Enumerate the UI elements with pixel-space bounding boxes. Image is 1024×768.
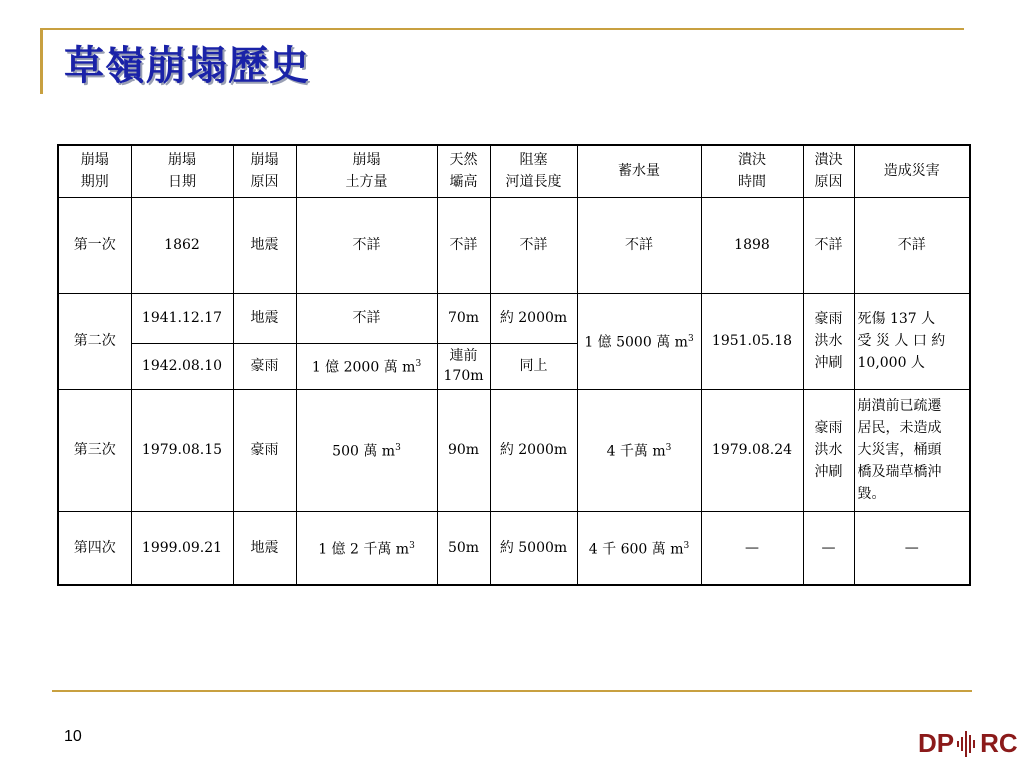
cell-dam-height: 50m (437, 511, 490, 585)
cell-cause: 地震 (233, 293, 296, 343)
bottom-accent-line (52, 690, 972, 692)
table-row-1 (58, 197, 970, 293)
header-row (58, 145, 970, 197)
cell-volume: 不詳 (296, 197, 437, 293)
cell-damage: — (854, 511, 970, 585)
header-date: 崩塌 日期 (131, 145, 233, 197)
slide-title: 草嶺崩塌歷史 (64, 43, 310, 89)
cell-date: 1941.12.17 (131, 293, 233, 343)
cell-date: 1862 (131, 197, 233, 293)
header-cause: 崩塌 原因 (233, 145, 296, 197)
cell-damage: 死傷 137 人 受 災 人 口 約 10,000 人 (854, 293, 970, 389)
cell-cause: 地震 (233, 511, 296, 585)
superscript: 3 (409, 540, 415, 551)
cell-break-cause: 豪雨 洪水 沖刷 (803, 293, 854, 389)
storage-value: 1 億 5000 萬 m (584, 334, 688, 351)
header-period: 崩塌 期別 (58, 145, 131, 197)
header-storage: 蓄水量 (577, 145, 701, 197)
header-break-cause: 潰決 原因 (803, 145, 854, 197)
storage-value: 4 千萬 m (606, 443, 666, 460)
storage-value: 4 千 600 萬 m (588, 541, 684, 558)
header-break-time: 潰決 時間 (701, 145, 803, 197)
logo-text-left: DP (918, 728, 955, 758)
cell-storage (577, 293, 701, 389)
cell-period: 第二次 (58, 293, 131, 389)
superscript: 3 (395, 443, 401, 454)
cell-date: 1979.08.15 (131, 389, 233, 511)
cell-storage (577, 511, 701, 585)
cell-block-length: 約 2000m (490, 389, 577, 511)
superscript: 3 (415, 359, 422, 370)
cell-break-time: 1951.05.18 (701, 293, 803, 389)
volume-value: 1 億 2 千萬 m (318, 541, 410, 558)
cell-storage: 不詳 (577, 197, 701, 293)
table-row-3 (58, 389, 970, 511)
cell-date: 1942.08.10 (131, 343, 233, 389)
cell-dam-height: 不詳 (437, 197, 490, 293)
cell-damage: 不詳 (854, 197, 970, 293)
cell-cause: 豪雨 (233, 389, 296, 511)
cell-block-length: 約 2000m (490, 293, 577, 343)
cell-volume (296, 389, 437, 511)
header-dam-height: 天然 壩高 (437, 145, 490, 197)
left-accent-line (40, 28, 43, 94)
cell-cause: 豪雨 (233, 343, 296, 389)
cell-period: 第一次 (58, 197, 131, 293)
cell-cause: 地震 (233, 197, 296, 293)
cell-break-time: — (701, 511, 803, 585)
cell-dam-height: 70m (437, 293, 490, 343)
cell-block-length: 約 5000m (490, 511, 577, 585)
superscript: 3 (687, 334, 694, 345)
cell-period: 第三次 (58, 389, 131, 511)
header-block-length: 阻塞 河道長度 (490, 145, 577, 197)
cell-block-length: 不詳 (490, 197, 577, 293)
volume-value: 500 萬 m (332, 443, 396, 460)
cell-break-time: 1898 (701, 197, 803, 293)
landslide-history-table (57, 144, 971, 586)
cell-block-length: 同上 (490, 343, 577, 389)
page-number: 10 (64, 728, 82, 745)
header-damage: 造成災害 (854, 145, 970, 197)
dprc-logo (918, 728, 1018, 759)
table-row-2a (58, 293, 970, 343)
cell-date: 1999.09.21 (131, 511, 233, 585)
top-accent-line (40, 28, 964, 30)
cell-break-cause: 不詳 (803, 197, 854, 293)
cell-break-time: 1979.08.24 (701, 389, 803, 511)
header-volume: 崩塌 土方量 (296, 145, 437, 197)
cell-break-cause: — (803, 511, 854, 585)
cell-dam-height: 連前 170m (437, 343, 490, 389)
cell-damage: 崩潰前已疏遷 居民，未造成 大災害，桶頭 橋及瑞草橋沖 毀。 (854, 389, 970, 511)
superscript: 3 (683, 540, 690, 551)
cell-dam-height: 90m (437, 389, 490, 511)
cell-volume: 不詳 (296, 293, 437, 343)
logo-text-right: RC (980, 728, 1018, 758)
table-row-4 (58, 511, 970, 585)
cell-break-cause: 豪雨 洪水 沖刷 (803, 389, 854, 511)
cell-storage (577, 389, 701, 511)
superscript: 3 (665, 443, 672, 454)
cell-volume (296, 343, 437, 389)
cell-volume (296, 511, 437, 585)
cell-period: 第四次 (58, 511, 131, 585)
seismograph-icon (956, 730, 978, 758)
volume-value: 1 億 2000 萬 m (311, 359, 416, 376)
